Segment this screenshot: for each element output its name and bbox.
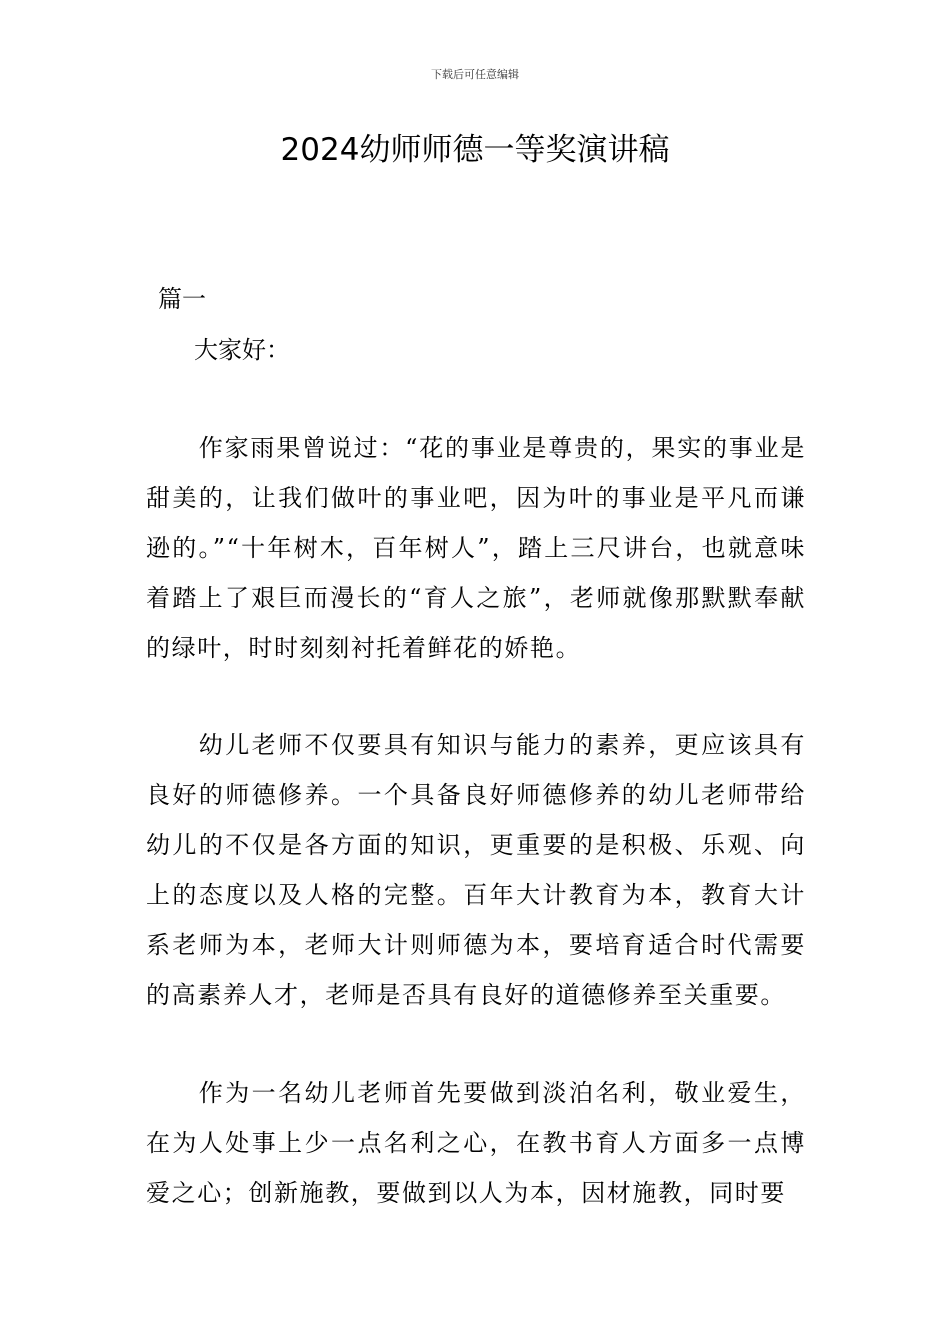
body-paragraph: 幼儿老师不仅要具有知识与能力的素养，更应该具有良好的师德修养。一个具备良好师德修养的幼儿老师带给幼儿的不仅是各方面的知识，更重要的是积极、乐观、向上的态度以及人格的完整。百年大计教育为本，教育大计系老师为本，老师大计则师德为本，要培育适合时代需要的高素养人才，老师是否具有良好的道德修养至关重要。: [146, 731, 806, 1009]
greeting: 大家好：: [194, 336, 290, 364]
document-title: 2024幼师师德一等奖演讲稿: [280, 132, 670, 168]
header-note: 下载后可任意编辑: [431, 68, 519, 81]
section-label: 篇一: [158, 285, 206, 313]
body-paragraph: 作家雨果曾说过：“花的事业是尊贵的，果实的事业是甜美的，让我们做叶的事业吧，因为叶的事业是平凡而谦逊的。”“十年树木，百年树人”，踏上三尺讲台，也就意味着踏上了艰巨而漫长的“育人之旅”，老师就像那默默奉献的绿叶，时时刻刻衬托着鲜花的娇艳。: [146, 434, 806, 662]
body-paragraph: 作为一名幼儿老师首先要做到淡泊名利，敬业爱生，在为人处事上少一点名利之心，在教书育人方面多一点博爱之心；创新施教，要做到以人为本，因材施教，同时要: [146, 1079, 806, 1207]
